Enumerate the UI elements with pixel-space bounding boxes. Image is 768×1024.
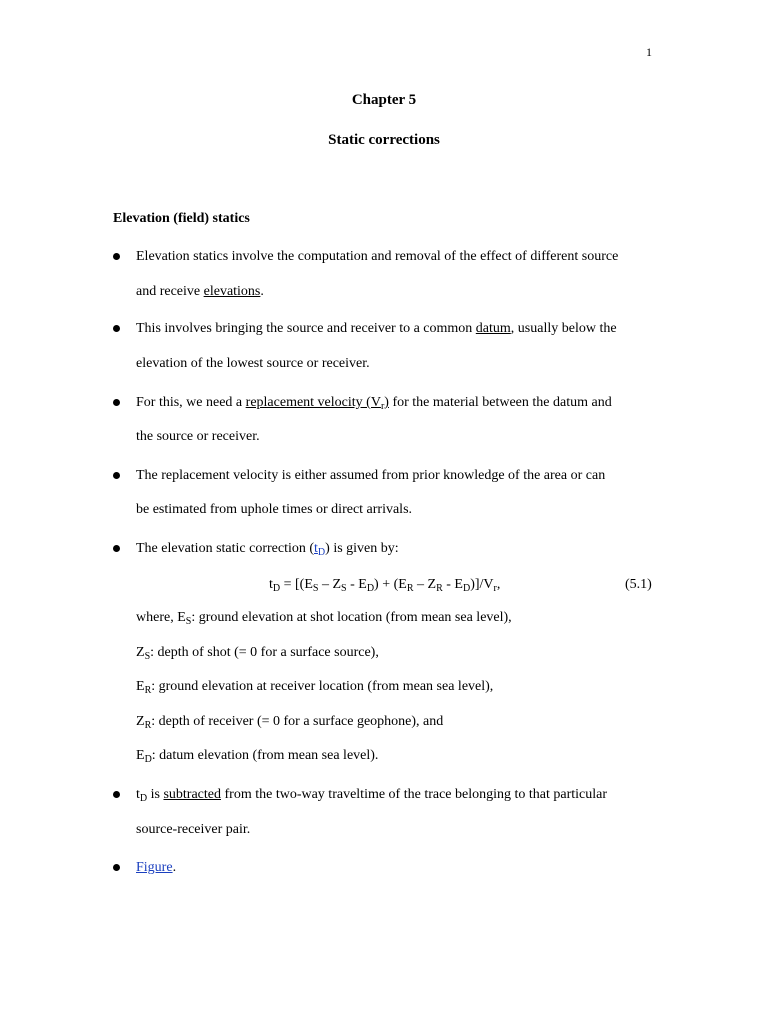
definition-zs [136, 645, 379, 661]
bullet-2-line-2: elevation of the lowest source or receiver. [136, 356, 370, 371]
bullet-point [113, 545, 120, 552]
eq-sub: R [406, 583, 414, 594]
subscript: D [317, 547, 326, 558]
underlined-term-elevations: elevations [203, 284, 261, 299]
bullet-point [113, 472, 120, 479]
underlined-term-datum: datum [475, 321, 511, 336]
definition-zr [136, 714, 443, 730]
text-span: . [172, 860, 177, 875]
text-span: E [136, 748, 145, 763]
eq-sub: D [462, 583, 471, 594]
text-span: E [136, 679, 145, 694]
eq-part: ) + (E [374, 577, 407, 592]
text-span: . [260, 284, 264, 299]
subscript: D [144, 754, 152, 765]
bullet-4-line-2: be estimated from uphole times or direct arrivals. [136, 502, 413, 517]
bullet-7-line-1 [136, 860, 176, 876]
eq-part: – Z [318, 577, 342, 592]
text-span: The elevation static correction ( [136, 541, 315, 556]
bullet-2-line-1 [136, 321, 617, 337]
text-span: : depth of receiver (= 0 for a surface geophone), and [151, 714, 444, 729]
eq-sub: S [312, 583, 319, 594]
text-span: : ground elevation at shot location (from mean sea level), [191, 610, 512, 625]
eq-part: – Z [413, 577, 437, 592]
equation-5-1 [269, 577, 500, 593]
eq-part: = [(E [280, 577, 313, 592]
bullet-point [113, 864, 120, 871]
text-span: This involves bringing the source and receiver to a common [136, 321, 476, 336]
definition-es [136, 610, 512, 626]
eq-part: - E [346, 577, 367, 592]
text-span: replacement velocity (V [245, 395, 381, 410]
subscript: R [144, 685, 152, 696]
section-heading: Elevation (field) statics [113, 211, 250, 226]
bullet-6-line-2: source-receiver pair. [136, 822, 251, 837]
bullet-point [113, 325, 120, 332]
underlined-term-subtracted: subtracted [163, 787, 221, 802]
eq-sub: R [436, 583, 443, 594]
subscript: S [185, 616, 192, 627]
text-span: and receive [136, 284, 204, 299]
subscript: r [380, 401, 385, 412]
bullet-3-line-1 [136, 395, 612, 411]
chapter-title: Static corrections [328, 132, 440, 148]
eq-part: )]/V [470, 577, 494, 592]
bullet-1-line-2 [136, 284, 264, 300]
bullet-point [113, 791, 120, 798]
eq-part: t [269, 577, 273, 592]
text-span: where, E [136, 610, 186, 625]
eq-sub: S [341, 583, 347, 594]
text-span: : datum elevation (from mean sea level). [151, 748, 379, 763]
text-span: For this, we need a [136, 395, 246, 410]
text-span: t [136, 787, 140, 802]
bullet-5-line-1 [136, 541, 399, 557]
text-span: ) is given by: [325, 541, 399, 556]
text-span: t [314, 541, 318, 556]
figure-link[interactable]: Figure [136, 860, 173, 875]
subscript: S [144, 651, 151, 662]
text-span: : depth of shot (= 0 for a surface source), [150, 645, 379, 660]
text-span: for the material between the datum and [388, 395, 612, 410]
text-span: is [147, 787, 164, 802]
definition-ed [136, 748, 378, 764]
chapter-heading: Chapter 5 [351, 92, 417, 108]
text-span: Z [136, 645, 145, 660]
bullet-point [113, 253, 120, 260]
text-span: ) [384, 395, 389, 410]
text-span: , usually below the [510, 321, 617, 336]
bullet-1-line-1: Elevation statics involve the computation and removal of the effect of different source [136, 249, 619, 264]
eq-sub: D [272, 583, 281, 594]
eq-part: - E [442, 577, 463, 592]
equation-number: (5.1) [625, 577, 652, 592]
eq-sub: r [493, 583, 497, 594]
bullet-4-line-1: The replacement velocity is either assumed from prior knowledge of the area or can [136, 468, 606, 483]
subscript: R [144, 720, 152, 731]
td-link[interactable] [314, 541, 325, 556]
definition-er [136, 679, 493, 695]
bullet-6-line-1 [136, 787, 607, 803]
page-number: 1 [646, 45, 652, 59]
subscript: D [139, 793, 148, 804]
bullet-3-line-2: the source or receiver. [136, 429, 260, 444]
text-span: Z [136, 714, 145, 729]
eq-part: , [496, 577, 501, 592]
text-span: : ground elevation at receiver location (from mean sea level), [151, 679, 494, 694]
bullet-point [113, 399, 120, 406]
text-span: from the two-way traveltime of the trace belonging to that particular [221, 787, 608, 802]
underlined-term-replacement-velocity [246, 395, 389, 410]
eq-sub: D [366, 583, 375, 594]
